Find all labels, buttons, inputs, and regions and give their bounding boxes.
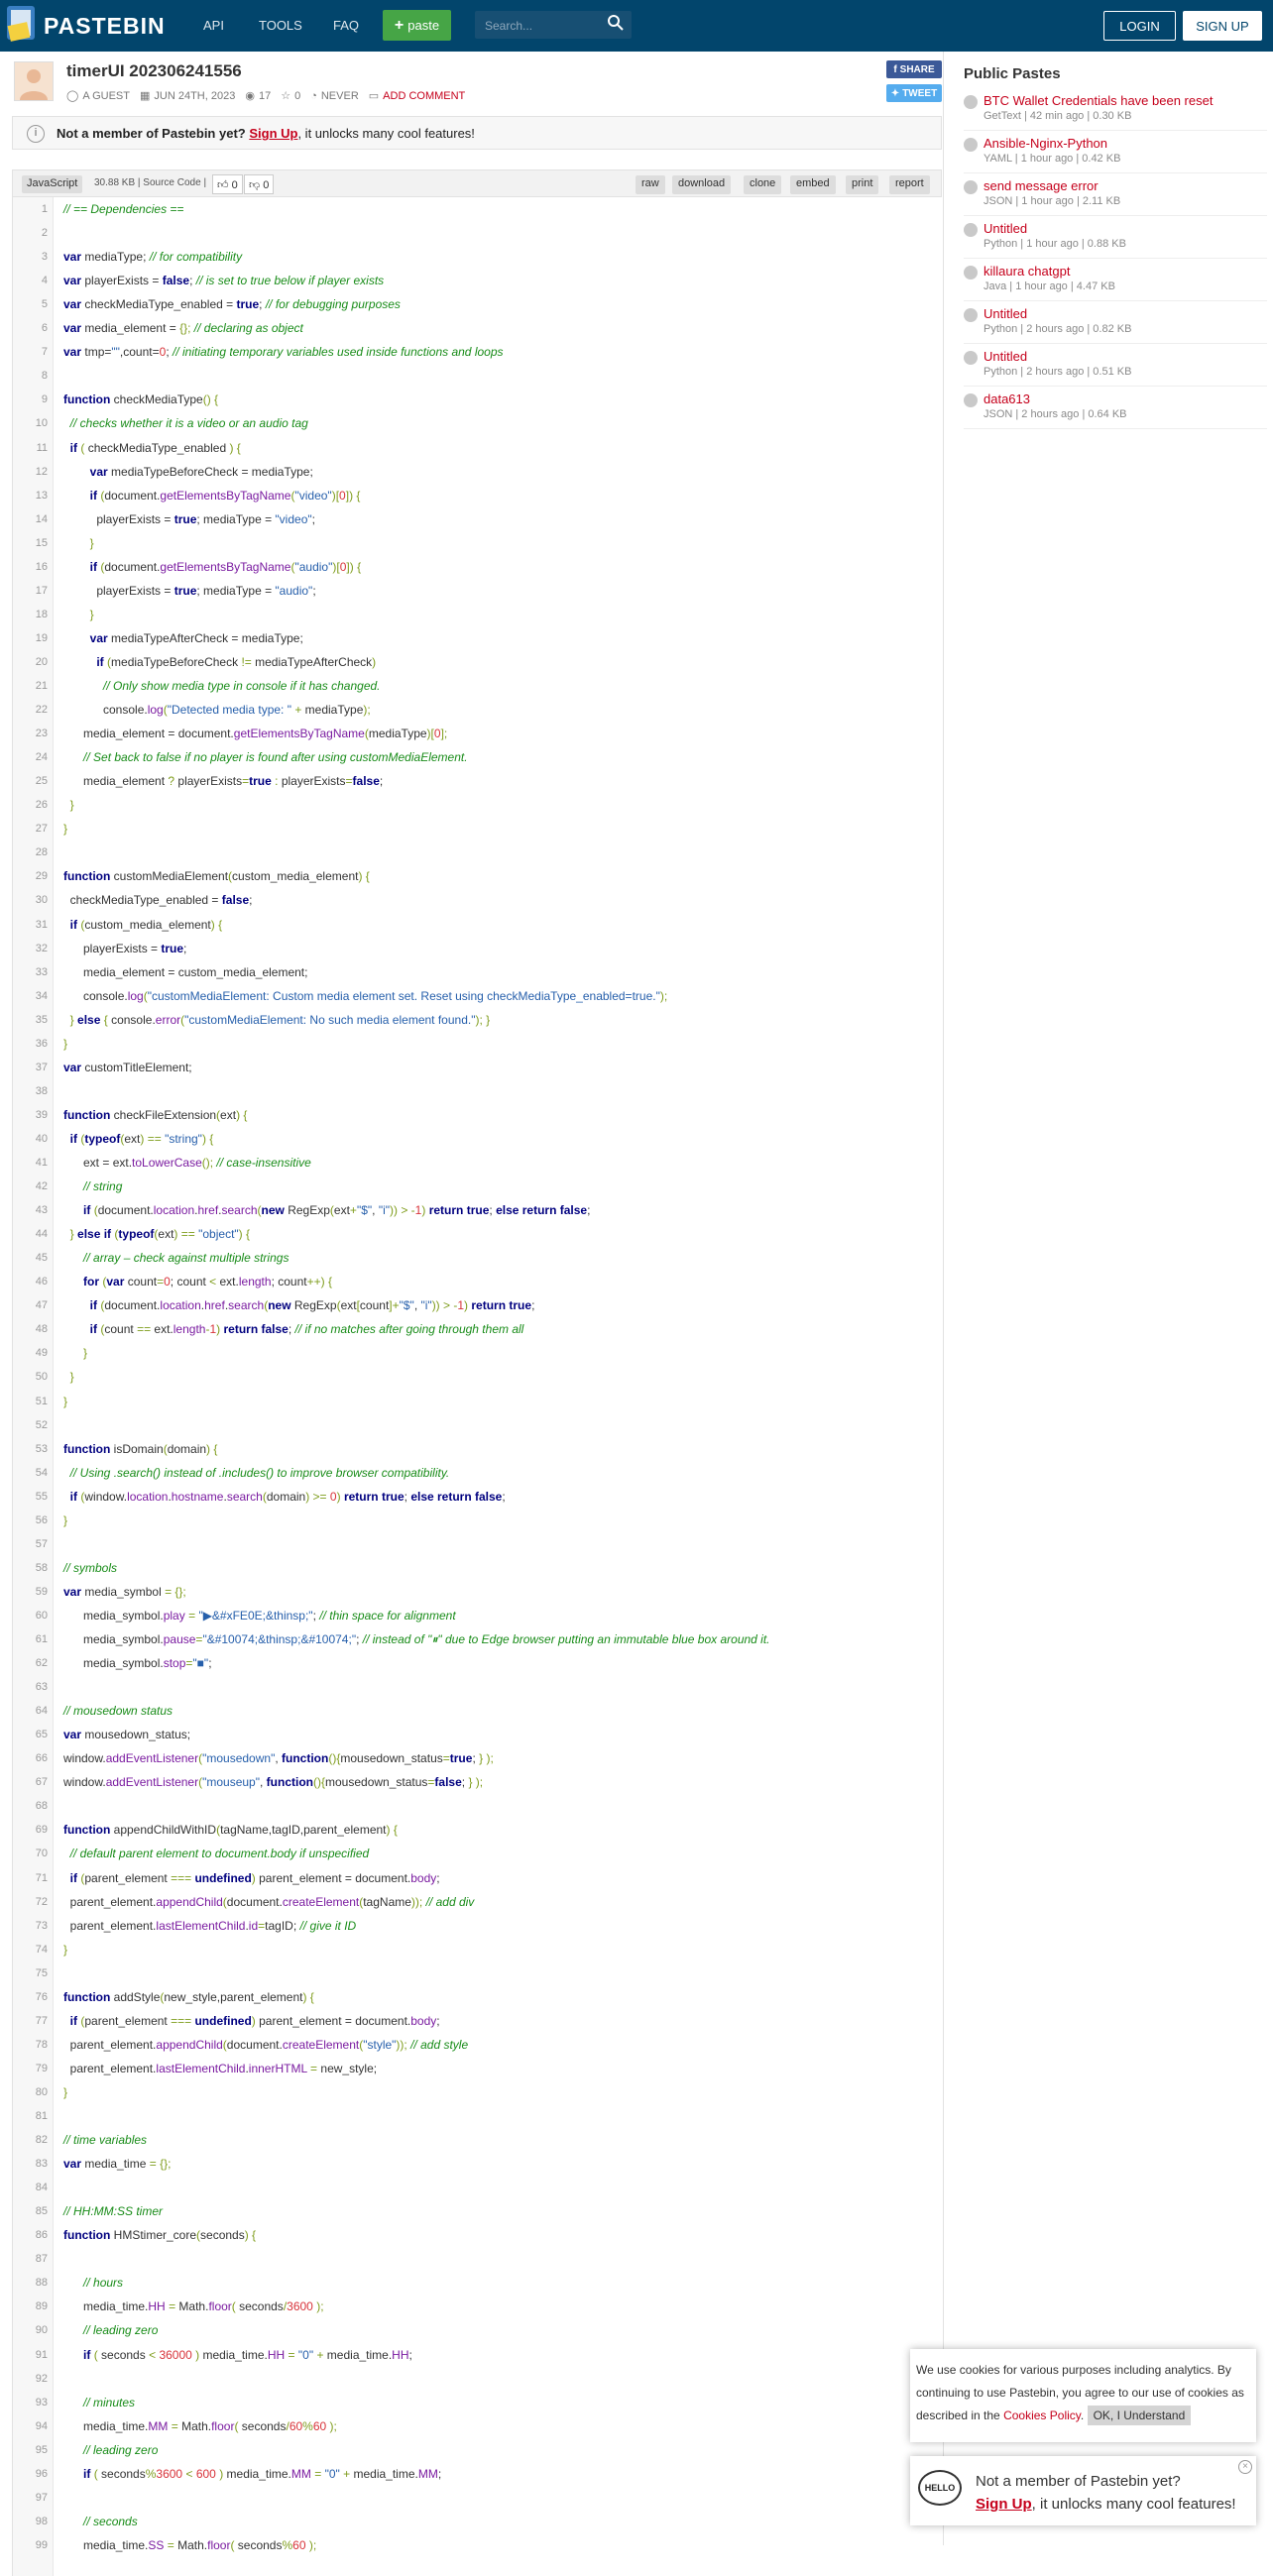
code-line: // minutes — [83, 2395, 136, 2409]
code-line: } — [69, 798, 74, 813]
code-line: if (document.getElementsByTagName("audio")[0]) { — [89, 559, 362, 574]
code-line: } — [69, 1370, 74, 1385]
paste-author[interactable]: A GUEST — [82, 89, 130, 102]
code-line: console.log("customMediaElement: Custom media element set. Reset using checkMediaType_enabled=true."); — [63, 988, 668, 1003]
code-line: media_time.SS = Math.floor( seconds%60 ); — [63, 2537, 317, 2552]
public-paste-title[interactable]: data613 — [984, 392, 1030, 406]
hello-badge-icon: HELLO — [918, 2470, 962, 2506]
line-number: 36 — [35, 1037, 48, 1050]
code-line: playerExists = true; mediaType = "video"; — [63, 511, 315, 526]
notice-signup-link[interactable]: Sign Up — [249, 126, 298, 141]
code-line: // default parent element to document.body if unspecified — [69, 1847, 370, 1861]
public-paste-item[interactable] — [964, 390, 1267, 429]
line-number: 28 — [35, 846, 48, 859]
code-line: // leading zero — [83, 2323, 159, 2338]
notice-suffix: , it unlocks many cool features! — [297, 126, 475, 141]
sidebar-title: Public Pastes — [964, 65, 1061, 82]
like-button[interactable] — [212, 174, 243, 194]
clone-button[interactable]: clone — [744, 175, 781, 194]
raw-button[interactable]: raw — [636, 175, 665, 194]
line-number: 30 — [35, 894, 48, 907]
line-number: 57 — [35, 1537, 48, 1550]
code-line: var media_symbol = {}; — [63, 1584, 186, 1599]
paste-views: 17 — [258, 89, 272, 102]
line-number: 11 — [36, 441, 48, 454]
dislike-button[interactable] — [244, 174, 274, 194]
calendar-icon: ▦ — [140, 90, 151, 102]
paste-rating: 0 — [294, 89, 301, 102]
comment-icon: ▭ — [368, 90, 380, 102]
popup-text — [976, 2470, 1236, 2516]
line-number: 84 — [35, 2182, 48, 2194]
like-count: 0 — [231, 179, 238, 191]
public-paste-meta: Java | 1 hour ago | 4.47 KB — [984, 280, 1115, 292]
code-line: if (typeof(ext) == "string") { — [69, 1131, 214, 1146]
line-number: 82 — [35, 2134, 48, 2147]
code-line: var mediaTypeBeforeCheck = mediaType; — [89, 464, 313, 479]
code-line: if (document.getElementsByTagName("video")[0]) { — [89, 488, 361, 503]
line-number: 77 — [35, 2014, 48, 2027]
line-number: 73 — [35, 1919, 48, 1932]
embed-button[interactable]: embed — [790, 175, 836, 194]
code-line: if (parent_element === undefined) parent_element = document.body; — [69, 2013, 440, 2028]
line-number: 52 — [35, 1418, 48, 1431]
code-line: // mousedown status — [63, 1704, 174, 1719]
code-line: media_symbol.stop="■"; — [63, 1656, 212, 1671]
line-number: 14 — [35, 512, 48, 525]
line-number: 16 — [35, 560, 48, 573]
language-badge[interactable]: JavaScript — [22, 175, 82, 193]
line-number: 58 — [35, 1561, 48, 1574]
close-icon[interactable]: × — [1238, 2460, 1252, 2474]
code-line: // == Dependencies == — [63, 202, 184, 216]
line-number: 44 — [35, 1228, 48, 1241]
code-line: if ( seconds%3600 < 600 ) media_time.MM = "0" + media_time.MM; — [83, 2466, 442, 2481]
public-paste-meta: Python | 2 hours ago | 0.82 KB — [984, 323, 1132, 335]
code-line: media_symbol.pause="&#10074;&thinsp;&#10074;"; // instead of "⏸" due to Edge browser putting an immutable blue box around it. — [63, 1632, 770, 1646]
line-number: 54 — [35, 1466, 48, 1479]
line-number: 17 — [35, 584, 48, 597]
line-number: 99 — [35, 2538, 48, 2551]
line-number: 25 — [35, 775, 48, 788]
line-number: 39 — [35, 1108, 48, 1121]
line-number: 68 — [35, 1800, 48, 1813]
line-number: 20 — [35, 655, 48, 668]
line-number: 41 — [35, 1157, 48, 1169]
code-line: } — [89, 607, 94, 621]
code-line: // array – check against multiple strings — [83, 1251, 289, 1266]
line-number: 80 — [35, 2085, 48, 2098]
line-number: 42 — [35, 1180, 48, 1193]
line-number: 94 — [35, 2419, 48, 2432]
code-line: } — [63, 1036, 68, 1051]
public-paste-title[interactable]: send message error — [984, 178, 1099, 193]
popup-line1: Not a member of Pastebin yet? — [976, 2473, 1181, 2490]
paste-icon — [964, 308, 978, 322]
line-number: 1 — [41, 203, 48, 215]
code-line: function checkFileExtension(ext) { — [63, 1107, 248, 1122]
line-number: 56 — [35, 1513, 48, 1526]
code-line: var media_time = {}; — [63, 2157, 172, 2172]
code-line: var customTitleElement; — [63, 1060, 192, 1074]
public-paste-meta: JSON | 2 hours ago | 0.64 KB — [984, 408, 1127, 420]
signup-notice — [12, 116, 942, 150]
line-number: 37 — [35, 1061, 48, 1073]
line-number: 50 — [35, 1371, 48, 1384]
code-line: // string — [83, 1179, 123, 1194]
public-paste-item[interactable] — [964, 176, 1267, 216]
line-number: 2 — [41, 227, 48, 240]
line-number: 90 — [35, 2324, 48, 2337]
code-line: function isDomain(domain) { — [63, 1441, 218, 1456]
line-number: 27 — [35, 823, 48, 836]
code-line: playerExists = true; — [63, 941, 187, 955]
paste-expires: NEVER — [320, 89, 359, 102]
line-number: 88 — [35, 2277, 48, 2290]
code-line: ext = ext.toLowerCase(); // case-insensitive — [63, 1156, 311, 1170]
code-line: window.addEventListener("mouseup", function(){mousedown_status=false; } ); — [63, 1775, 484, 1790]
line-number: 33 — [35, 965, 48, 978]
line-number: 7 — [41, 346, 48, 359]
code-line: function checkMediaType() { — [63, 392, 219, 407]
line-number: 32 — [35, 942, 48, 954]
line-number: 19 — [35, 631, 48, 644]
paste-title: timerUI 202306241556 — [66, 61, 242, 80]
line-number: 5 — [41, 298, 48, 311]
login-button[interactable]: LOGIN — [1103, 11, 1176, 41]
line-number: 95 — [35, 2443, 48, 2456]
dislike-count: 0 — [263, 179, 270, 191]
line-number: 92 — [35, 2372, 48, 2385]
public-paste-title[interactable]: Untitled — [984, 306, 1028, 321]
line-number: 66 — [35, 1752, 48, 1765]
line-number: 6 — [41, 322, 48, 335]
line-number: 21 — [35, 680, 48, 692]
code-line: if (custom_media_element) { — [69, 917, 223, 932]
line-number: 53 — [35, 1442, 48, 1455]
code-line: function customMediaElement(custom_media_element) { — [63, 869, 370, 884]
eye-icon: ◉ — [245, 90, 255, 102]
top-navbar — [0, 0, 1273, 52]
line-number: 29 — [35, 870, 48, 883]
code-line: // time variables — [63, 2133, 148, 2148]
code-line: parent_element.appendChild(document.createElement(tagName)); // add div — [63, 1894, 475, 1909]
paste-icon — [964, 351, 978, 365]
code-line: parent_element.lastElementChild.innerHTML = new_style; — [63, 2061, 378, 2075]
line-number: 34 — [35, 989, 48, 1002]
notice-text: Not a member of Pastebin yet? — [57, 126, 246, 141]
code-line: // HH:MM:SS timer — [63, 2204, 164, 2219]
cookie-banner: We use cookies for various purposes including analytics. By continuing to use Pastebin, you agree to our use of cookies as described in the Cookies Policy. OK, I Understand — [910, 2349, 1256, 2442]
line-number: 13 — [35, 489, 48, 502]
thumbs-down-icon: 👎︎ — [249, 179, 261, 191]
code-view[interactable] — [12, 197, 942, 2576]
public-paste-item[interactable] — [964, 262, 1267, 301]
code-line: // seconds — [83, 2514, 138, 2528]
code-line: var playerExists = false; // is set to true below if player exists — [63, 274, 385, 288]
line-number: 78 — [35, 2038, 48, 2051]
nav-api[interactable]: API — [203, 18, 224, 33]
public-paste-meta: YAML | 1 hour ago | 0.42 KB — [984, 153, 1121, 165]
line-number: 98 — [35, 2515, 48, 2527]
line-number: 31 — [35, 918, 48, 931]
user-icon: ◯ — [66, 90, 79, 102]
code-line: } — [63, 1942, 68, 1957]
line-number: 86 — [35, 2229, 48, 2242]
line-number: 26 — [35, 799, 48, 812]
code-line: function addStyle(new_style,parent_element) { — [63, 1989, 314, 2004]
line-number: 76 — [35, 1990, 48, 2003]
paste-size-info: 30.88 KB | Source Code | — [94, 177, 207, 188]
user-avatar-icon — [15, 62, 53, 100]
code-line: // leading zero — [83, 2442, 159, 2457]
line-number: 69 — [35, 1824, 48, 1837]
code-line: var checkMediaType_enabled = true; // for debugging purposes — [63, 297, 401, 312]
code-line: media_time.MM = Math.floor( seconds/60%60 ); — [63, 2418, 337, 2433]
public-paste-title[interactable]: killaura chatgpt — [984, 264, 1071, 279]
code-line: if ( seconds < 36000 ) media_time.HH = "0" + media_time.HH; — [83, 2347, 412, 2362]
public-paste-item[interactable] — [964, 347, 1267, 387]
code-line: media_element ? playerExists=true : playerExists=false; — [63, 774, 384, 789]
facebook-icon: f — [893, 63, 897, 75]
code-line: // Set back to false if no player is found after using customMediaElement. — [83, 750, 468, 765]
code-line: media_element = document.getElementsByTagName(mediaType)[0]; — [63, 727, 448, 741]
code-line: parent_element.lastElementChild.id=tagID; // give it ID — [63, 1918, 357, 1933]
public-paste-title[interactable]: BTC Wallet Credentials have been reset — [984, 93, 1214, 108]
code-line: var tmp="",count=0; // initiating temporary variables used inside functions and loops — [63, 345, 504, 360]
public-paste-meta: Python | 1 hour ago | 0.88 KB — [984, 238, 1126, 250]
paste-button-label: paste — [407, 18, 440, 33]
twitter-icon: ✦ — [890, 87, 900, 99]
code-line: media_symbol.play = "▶&#xFE0E;&thinsp;"; // thin space for alignment — [63, 1608, 456, 1623]
paste-meta — [66, 89, 475, 102]
line-number: 12 — [35, 465, 48, 478]
line-number: 51 — [35, 1395, 48, 1407]
pastebin-logo-icon[interactable] — [5, 4, 39, 44]
line-number: 55 — [35, 1490, 48, 1503]
paste-icon — [964, 266, 978, 280]
line-number: 22 — [35, 704, 48, 717]
report-button[interactable]: report — [889, 175, 930, 194]
line-number: 60 — [35, 1609, 48, 1622]
line-number: 47 — [35, 1299, 48, 1312]
code-line: if (window.location.hostname.search(domain) >= 0) return true; else return false; — [69, 1489, 506, 1504]
line-number: 38 — [35, 1084, 48, 1097]
line-number: 59 — [35, 1585, 48, 1598]
line-number: 48 — [35, 1323, 48, 1336]
popup-suffix: , it unlocks many cool features! — [1031, 2496, 1236, 2513]
code-line: // hours — [83, 2276, 124, 2291]
brand-name[interactable]: PASTEBIN — [44, 13, 166, 39]
line-number: 61 — [35, 1633, 48, 1645]
line-number: 71 — [35, 1871, 48, 1884]
code-line: parent_element.appendChild(document.createElement("style")); // add style — [63, 2037, 469, 2052]
code-line: media_time.HH = Math.floor( seconds/3600 ); — [63, 2299, 324, 2314]
line-number: 91 — [35, 2348, 48, 2361]
line-number: 83 — [35, 2158, 48, 2171]
code-line: if (count == ext.length-1) return false; // if no matches after going through them all — [89, 1322, 524, 1337]
line-number-gutter — [13, 197, 54, 2576]
line-number: 46 — [35, 1276, 48, 1288]
nav-tools[interactable]: TOOLS — [259, 18, 302, 33]
line-number: 65 — [35, 1729, 48, 1741]
clock-icon: ◔ — [310, 89, 317, 102]
line-number: 43 — [35, 1204, 48, 1217]
code-line: console.log("Detected media type: " + mediaType); — [63, 703, 371, 718]
code-line: if (document.location.href.search(new RegExp(ext+"$", "i")) > -1) return true; else return false; — [83, 1203, 591, 1218]
line-number: 85 — [35, 2205, 48, 2218]
code-line: } — [63, 1394, 68, 1408]
line-number: 8 — [41, 370, 48, 383]
code-line: for (var count=0; count < ext.length; count++) { — [83, 1275, 332, 1289]
public-paste-title[interactable]: Untitled — [984, 221, 1028, 236]
public-paste-title[interactable]: Ansible-Nginx-Python — [984, 136, 1108, 151]
code-line: if (mediaTypeBeforeCheck != mediaTypeAfterCheck) — [96, 654, 377, 669]
line-number: 64 — [35, 1705, 48, 1718]
print-button[interactable]: print — [846, 175, 878, 194]
line-number: 49 — [35, 1347, 48, 1360]
code-line: if (document.location.href.search(new RegExp(ext[count]+"$", "i")) > -1) return true; — [89, 1298, 535, 1313]
code-toolbar — [12, 169, 942, 197]
line-number: 93 — [35, 2396, 48, 2408]
code-line: playerExists = true; mediaType = "audio"; — [63, 583, 316, 598]
public-paste-meta: JSON | 1 hour ago | 2.11 KB — [984, 195, 1121, 207]
line-number: 15 — [35, 536, 48, 549]
star-icon[interactable]: ☆ — [281, 90, 291, 102]
code-line: var mediaType; // for compatibility — [63, 250, 243, 265]
code-line: var media_element = {}; // declaring as object — [63, 321, 303, 336]
line-number: 40 — [35, 1132, 48, 1145]
line-number: 63 — [35, 1681, 48, 1694]
code-line: function appendChildWithID(tagName,tagID,parent_element) { — [63, 1823, 398, 1838]
line-number: 72 — [35, 1895, 48, 1908]
line-number: 89 — [35, 2300, 48, 2313]
paste-main — [11, 52, 944, 2552]
line-number: 4 — [41, 275, 48, 287]
code-line: } else { console.error("customMediaElement: No such media element found."); } — [69, 1012, 491, 1027]
download-button[interactable]: download — [672, 175, 731, 194]
code-line: var mousedown_status; — [63, 1728, 191, 1742]
line-number: 75 — [35, 1966, 48, 1979]
cookie-text: We use cookies for various purposes including analytics. By continuing to use Pastebin, you agree to our use of cookies as described in the — [916, 2363, 1244, 2422]
popup-signup-link[interactable]: Sign Up — [976, 2496, 1032, 2513]
twitter-tweet-button[interactable] — [886, 84, 942, 102]
code-line: if (parent_element === undefined) parent_element = document.body; — [69, 1870, 440, 1885]
new-paste-button[interactable] — [383, 10, 451, 41]
code-line: media_element = custom_media_element; — [63, 964, 308, 979]
nav-faq[interactable]: FAQ — [333, 18, 360, 33]
code-line: window.addEventListener("mousedown", function(){mousedown_status=true; } ); — [63, 1751, 494, 1766]
plus-icon: + — [394, 16, 405, 34]
tweet-label: TWEET — [902, 87, 938, 99]
code-line: } — [83, 1346, 88, 1361]
search-icon[interactable] — [607, 14, 625, 32]
code-line: checkMediaType_enabled = false; — [63, 893, 253, 908]
line-number: 97 — [35, 2491, 48, 2504]
paste-icon — [964, 95, 978, 109]
signup-button[interactable]: SIGN UP — [1183, 11, 1262, 41]
code-line: // checks whether it is a video or an audio tag — [69, 416, 308, 431]
line-number: 74 — [35, 1943, 48, 1956]
code-line: } — [63, 1512, 68, 1527]
line-number: 9 — [41, 393, 48, 406]
public-paste-item[interactable] — [964, 219, 1267, 259]
line-number: 62 — [35, 1657, 48, 1670]
thumbs-up-icon: 👍︎ — [217, 179, 229, 191]
code-line: } — [63, 2084, 68, 2099]
line-number: 24 — [35, 751, 48, 764]
signup-popup — [910, 2456, 1256, 2525]
search-input[interactable]: Search... — [475, 11, 632, 39]
line-number: 81 — [35, 2110, 48, 2122]
paste-icon — [964, 223, 978, 237]
paste-icon — [964, 180, 978, 194]
cookies-policy-link[interactable]: Cookies Policy — [1003, 2408, 1081, 2422]
code-line: // Using .search() instead of .includes() to improve browser compatibility. — [69, 1465, 450, 1480]
add-comment-link[interactable]: ADD COMMENT — [383, 89, 466, 102]
share-label: SHARE — [899, 63, 935, 75]
line-number: 18 — [35, 608, 48, 620]
line-number: 96 — [35, 2467, 48, 2480]
line-number: 79 — [35, 2062, 48, 2074]
public-paste-item[interactable] — [964, 134, 1267, 173]
line-number: 70 — [35, 1848, 48, 1860]
line-number: 67 — [35, 1776, 48, 1789]
code-line: function HMStimer_core(seconds) { — [63, 2228, 257, 2243]
code-line: if ( checkMediaType_enabled ) { — [69, 440, 241, 455]
cookie-accept-button[interactable]: OK, I Understand — [1088, 2406, 1192, 2425]
line-number: 45 — [35, 1252, 48, 1265]
code-line: var mediaTypeAfterCheck = mediaType; — [89, 630, 303, 645]
guest-avatar — [14, 61, 54, 101]
code-line: } else if (typeof(ext) == "object") { — [69, 1227, 251, 1242]
line-number: 87 — [35, 2253, 48, 2266]
code-line: // symbols — [63, 1560, 118, 1575]
public-paste-title[interactable]: Untitled — [984, 349, 1028, 364]
public-paste-meta: GetText | 42 min ago | 0.30 KB — [984, 110, 1132, 122]
code-line: // Only show media type in console if it has changed. — [103, 679, 381, 693]
public-paste-meta: Python | 2 hours ago | 0.51 KB — [984, 366, 1132, 378]
line-number: 10 — [35, 417, 48, 430]
line-number: 35 — [35, 1013, 48, 1026]
facebook-share-button[interactable] — [886, 60, 942, 78]
paste-icon — [964, 393, 978, 407]
code-line: } — [63, 822, 68, 837]
paste-date: JUN 24TH, 2023 — [154, 89, 236, 102]
info-icon: i — [27, 125, 45, 143]
paste-icon — [964, 138, 978, 152]
line-number: 23 — [35, 728, 48, 740]
public-paste-item[interactable] — [964, 91, 1267, 131]
public-paste-item[interactable] — [964, 304, 1267, 344]
code-line: } — [89, 535, 94, 550]
line-number: 3 — [41, 251, 48, 264]
